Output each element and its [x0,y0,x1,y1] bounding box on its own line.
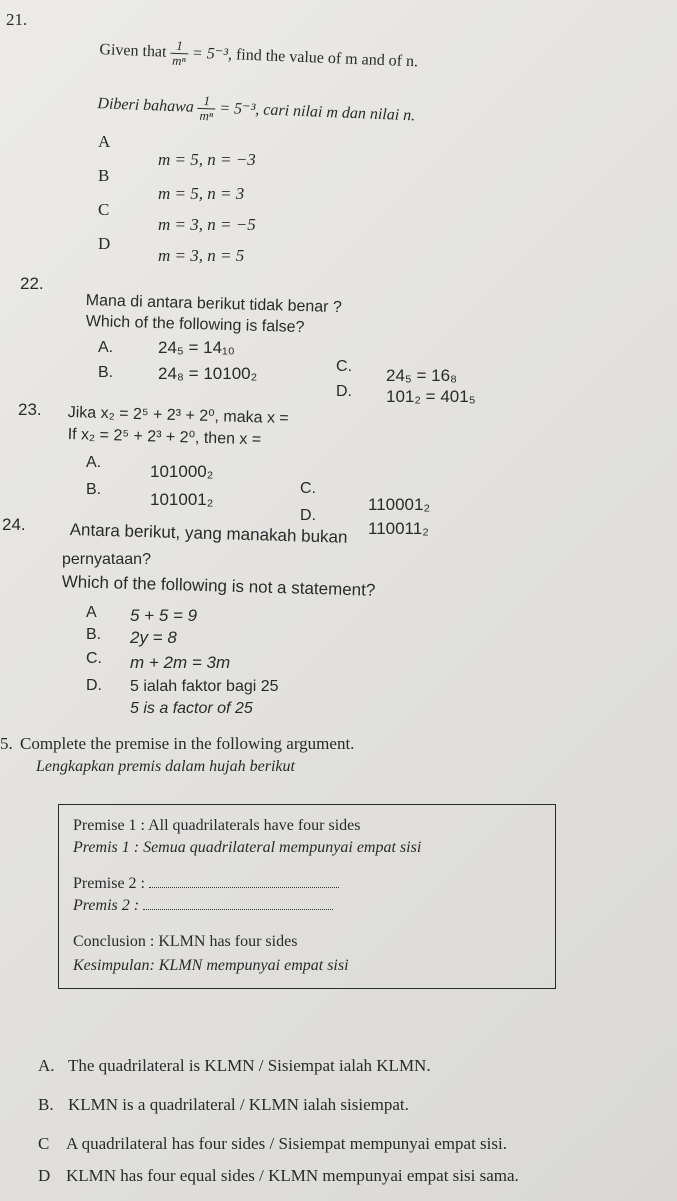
q24-option-d-letter[interactable]: D. [86,677,102,694]
q21-stem-en [99,36,419,77]
premise-1-ms: Premis 1 : Semua quadrilateral mempunyai empat sisi [73,839,422,856]
q23-option-c-text[interactable]: 110001₂ [368,495,431,514]
q21-stem-ms [97,90,416,131]
fraction-denominator: mⁿ [199,107,214,124]
q22-option-d-letter[interactable]: D. [336,383,352,400]
q22-option-b-text[interactable]: 24₈ = 10100₂ [158,364,258,383]
q22-option-a-text[interactable]: 24₅ = 14₁₀ [158,338,235,357]
q21-option-a-text[interactable]: m = 5, n = −3 [158,150,256,169]
conclusion-ms: Kesimpulan: KLMN mempunyai empat sisi [73,957,349,974]
q25-option-b-letter[interactable]: B. [38,1095,54,1114]
q22-option-b-letter[interactable]: B. [98,364,114,381]
q22-stem-en: Which of the following is false? [85,313,305,337]
q21-number: 21. [6,10,28,29]
q21-fraction [170,39,189,69]
q23-stem-ms: Jika x₂ = 2⁵ + 2³ + 2⁰, maka x = [67,403,289,428]
q24-option-a-letter[interactable]: A [86,604,97,621]
q21-fraction-rhs-ms: = 5⁻³ [218,99,256,119]
q25-option-a-text[interactable]: The quadrilateral is KLMN / Sisiempat ialah KLMN. [68,1056,431,1075]
premise-2-en [73,875,339,893]
q23-option-d-text[interactable]: 110011₂ [368,519,429,538]
q22-option-a-letter[interactable]: A. [98,339,114,356]
premise-2-en-label: Premise 2 : [73,875,145,892]
premise-2-ms-label: Premis 2 : [73,897,140,914]
q23-option-a-text[interactable]: 101000₂ [150,462,214,481]
q23-option-a-letter[interactable]: A. [86,454,102,471]
fraction-numerator: 1 [198,94,216,110]
q25-option-d-text[interactable]: KLMN has four equal sides / KLMN mempunyai empat sisi sama. [66,1166,519,1185]
premise-2-ms-blank[interactable] [143,909,333,910]
premise-1-en: Premise 1 : All quadrilaterals have four sides [73,817,361,834]
q25-number: 5. [0,734,13,753]
q24-option-a-text[interactable]: 5 + 5 = 9 [130,606,198,625]
q23-option-b-letter[interactable]: B. [86,481,102,498]
q25-option-b-text[interactable]: KLMN is a quadrilateral / KLMN ialah sisiempat. [68,1095,409,1114]
premise-2-ms [73,897,333,915]
q24-stem-ms-line1: Antara berikut, yang manakah bukan [69,520,348,547]
q21-stem-ms-prefix: Diberi bahawa [97,95,195,116]
q21-option-d-letter[interactable]: D [98,234,111,253]
q24-option-b-text[interactable]: 2y = 8 [130,628,177,647]
q22-stem-ms: Mana di antara berikut tidak benar ? [85,292,343,317]
q24-option-d-en: 5 is a factor of 25 [130,700,253,717]
q21-stem-en-prefix: Given that [99,41,167,61]
argument-box [58,804,556,989]
q21-option-a-letter[interactable]: A [98,132,111,151]
q22-number: 22. [20,274,44,293]
q21-option-c-text[interactable]: m = 3, n = −5 [158,215,256,234]
q21-stem-ms-suffix: , cari nilai m dan nilai n. [255,101,416,125]
q22-option-c-text[interactable]: 24₅ = 16₈ [386,366,458,385]
q23-option-d-letter[interactable]: D. [300,507,316,524]
q22-option-d-text[interactable]: 101₂ = 401₅ [386,387,476,406]
q23-stem-en: If x₂ = 2⁵ + 2³ + 2⁰, then x = [67,425,262,449]
q24-option-c-text[interactable]: m + 2m = 3m [130,653,231,672]
q24-option-c-letter[interactable]: C. [86,650,102,667]
q25-option-c-text[interactable]: A quadrilateral has four sides / Sisiempat mempunyai empat sisi. [66,1134,507,1153]
q23-number: 23. [18,400,42,419]
q25-stem-ms: Lengkapkan premis dalam hujah berikut [36,758,295,775]
q24-stem-ms-line2: pernyataan? [62,551,151,568]
q21-option-b-letter[interactable]: B [98,166,110,185]
conclusion-en: Conclusion : KLMN has four sides [73,933,298,950]
q21-option-c-letter[interactable]: C [98,200,110,219]
fraction-numerator: 1 [170,39,188,55]
q21-option-b-text[interactable]: m = 5, n = 3 [158,184,245,203]
q23-option-b-text[interactable]: 101001₂ [150,490,214,509]
q21-stem-en-suffix: , find the value of m and of n. [227,46,419,71]
q25-option-a-letter[interactable]: A. [38,1056,55,1075]
q24-option-b-letter[interactable]: B. [86,626,102,643]
q25-option-c-letter[interactable]: C [38,1134,50,1153]
fraction-denominator: mⁿ [171,52,186,69]
premise-2-blank[interactable] [149,887,339,888]
q25-stem-en: Complete the premise in the following argument. [20,734,355,753]
q24-option-d-text[interactable]: 5 ialah faktor bagi 25 [130,678,279,695]
q24-stem-en: Which of the following is not a statement? [61,572,376,600]
q21-fraction-rhs: = 5⁻³ [191,44,229,64]
q22-option-c-letter[interactable]: C. [336,358,352,375]
q23-option-c-letter[interactable]: C. [300,480,316,497]
q25-option-d-letter[interactable]: D [38,1166,51,1185]
q21-option-d-text[interactable]: m = 3, n = 5 [158,246,245,265]
q24-number: 24. [2,515,26,534]
q21-fraction-ms [197,94,216,124]
